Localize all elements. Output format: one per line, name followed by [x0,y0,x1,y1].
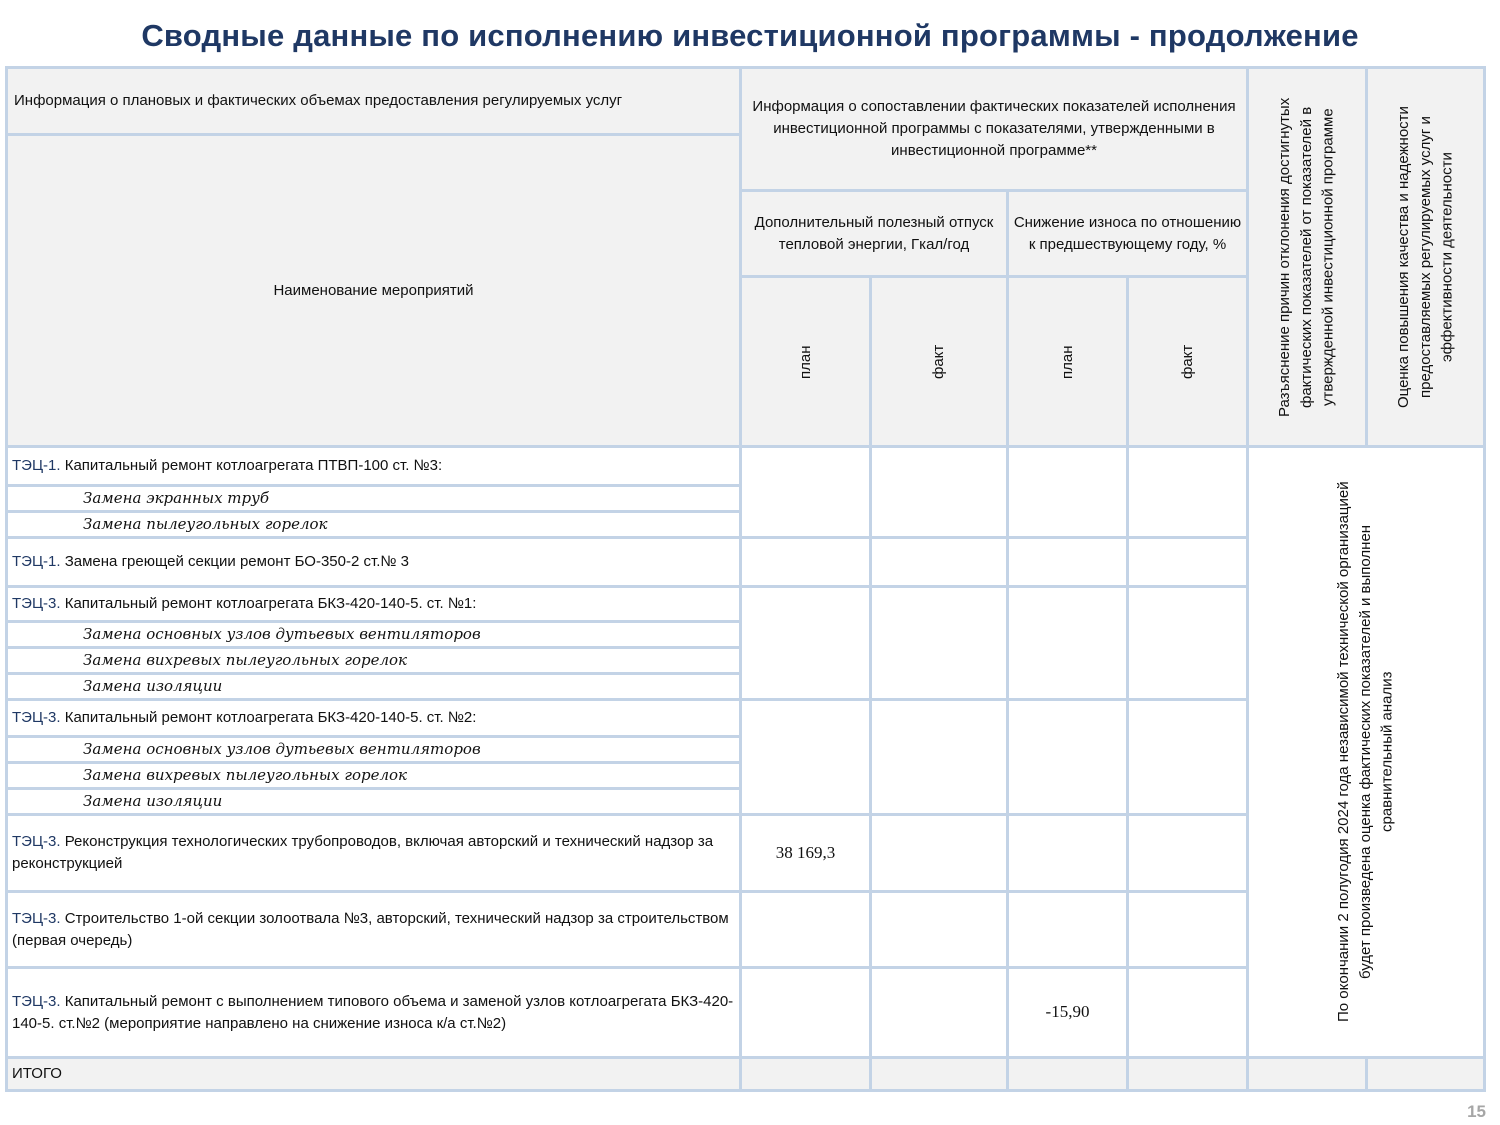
plant-label: ТЭЦ-3. [12,909,61,927]
sub-measure: Замена экранных труб [7,486,741,512]
value-heat-fact [871,447,1008,538]
value-heat-fact [871,892,1008,968]
value-wear-fact [1128,447,1248,538]
value-wear-fact [1128,587,1248,700]
header-wear-plan-text: план [1058,344,1076,379]
value-wear-plan [1008,892,1128,968]
header-info-comparison: Информация о сопоставлении фактических показателей исполнения инвестиционной программы с показателями, утвержденными в инвестиционной программе** [741,68,1248,191]
value-heat-fact [871,700,1008,815]
total-label: ИТОГО [7,1058,741,1091]
value-wear-fact [1128,538,1248,587]
measure-name [7,892,741,968]
measure-title: Строительство 1-ой секции золоотвала №3, авторский, технический надзор за строительством (первая очередь) [12,909,729,949]
header-assessment-text: Оценка повышения качества и надежности предоставляемых регулируемых услуг и эффективности деятельности [1394,106,1456,408]
total-cell [1008,1058,1128,1091]
header-col-name: Наименование мероприятий [7,135,741,447]
header-wear-fact [1128,277,1248,447]
plant-label: ТЭЦ-1. [12,457,61,475]
measure-title: Капитальный ремонт котлоагрегата БКЗ-420-140-5. ст. №1: [60,595,477,613]
header-heat-plan-text: план [796,344,814,379]
value-wear-plan [1008,447,1128,538]
measure-title: Капитальный ремонт котлоагрегата БКЗ-420-140-5. ст. №2: [60,709,477,727]
value-heat-fact [871,538,1008,587]
measure-title: Капитальный ремонт котлоагрегата ПТВП-100 ст. №3: [60,457,443,475]
value-heat-fact [871,815,1008,892]
header-heat-fact [871,277,1008,447]
header-wear-plan [1008,277,1128,447]
measure-name [7,587,741,622]
total-cell [1367,1058,1485,1091]
page-title: Сводные данные по исполнению инвестиционной программы - продолжение [141,18,1359,53]
value-heat-fact [871,968,1008,1058]
sub-measure: Замена изоляции [7,674,741,700]
value-heat-plan [741,447,871,538]
value-heat-plan [741,587,871,700]
sub-measure: Замена основных узлов дутьевых вентиляторов [7,737,741,763]
value-heat-plan [741,968,871,1058]
merged-note-cell [1248,447,1485,1058]
header-reasons-text: Разъяснение причин отклонения достигнутых фактических показателей от показателей в утвержденной инвестиционной программе [1276,97,1337,417]
sub-measure: Замена изоляции [7,789,741,815]
value-heat-plan: 38 169,3 [741,815,871,892]
value-wear-fact [1128,892,1248,968]
header-wear: Снижение износа по отношению к предшествующему году, % [1008,191,1248,277]
value-wear-plan [1008,815,1128,892]
sub-measure: Замена основных узлов дутьевых вентиляторов [7,622,741,648]
measure-title: Замена греющей секции ремонт БО-350-2 ст.№ 3 [60,553,409,571]
total-cell [741,1058,871,1091]
total-row [7,1058,1485,1091]
measure-name [7,447,741,486]
measure-name [7,700,741,737]
header-heat: Дополнительный полезный отпуск тепловой энергии, Гкал/год [741,191,1008,277]
measure-name [7,968,741,1058]
measure-name [7,538,741,587]
table-row [7,447,1485,486]
measure-title: Реконструкция технологических трубопроводов, включая авторский и технический надзор за реконструкцией [12,833,714,872]
value-wear-fact [1128,968,1248,1058]
header-wear-fact-text: факт [1178,344,1196,379]
page-number: 15 [1467,1102,1486,1121]
plant-label: ТЭЦ-3. [12,709,61,727]
total-cell [1248,1058,1367,1091]
value-wear-plan [1008,587,1128,700]
header-heat-fact-text: факт [930,344,948,379]
value-heat-fact [871,587,1008,700]
total-cell [871,1058,1008,1091]
header-info-volumes: Информация о плановых и фактических объемах предоставления регулируемых услуг [7,68,741,135]
sub-measure: Замена пылеугольных горелок [7,512,741,538]
value-wear-plan [1008,700,1128,815]
value-wear-fact [1128,815,1248,892]
investment-summary-table [5,66,1486,1092]
value-heat-plan [741,700,871,815]
value-wear-plan [1008,538,1128,587]
plant-label: ТЭЦ-1. [12,553,61,571]
sub-measure: Замена вихревых пылеугольных горелок [7,763,741,789]
sub-measure: Замена вихревых пылеугольных горелок [7,648,741,674]
plant-label: ТЭЦ-3. [12,992,61,1010]
measure-name [7,815,741,892]
value-heat-plan [741,538,871,587]
header-heat-plan [741,277,871,447]
value-heat-plan [741,892,871,968]
total-cell [1128,1058,1248,1091]
plant-label: ТЭЦ-3. [12,833,61,851]
value-wear-plan: -15,90 [1008,968,1128,1058]
header-assessment [1367,68,1485,447]
measure-title: Капитальный ремонт с выполнением типового объема и заменой узлов котлоагрегата БКЗ-420-140-5. ст.№2 (мероприятие направлено на снижение износа к/а ст.№2) [12,992,734,1032]
merged-note-text: По окончании 2 полугодия 2024 года независимой технической организацией будет произведена оценка фактических показателей и выполнен сравнительный анализ [1335,481,1396,1023]
value-wear-fact [1128,700,1248,815]
header-reasons [1248,68,1367,447]
plant-label: ТЭЦ-3. [12,595,61,613]
